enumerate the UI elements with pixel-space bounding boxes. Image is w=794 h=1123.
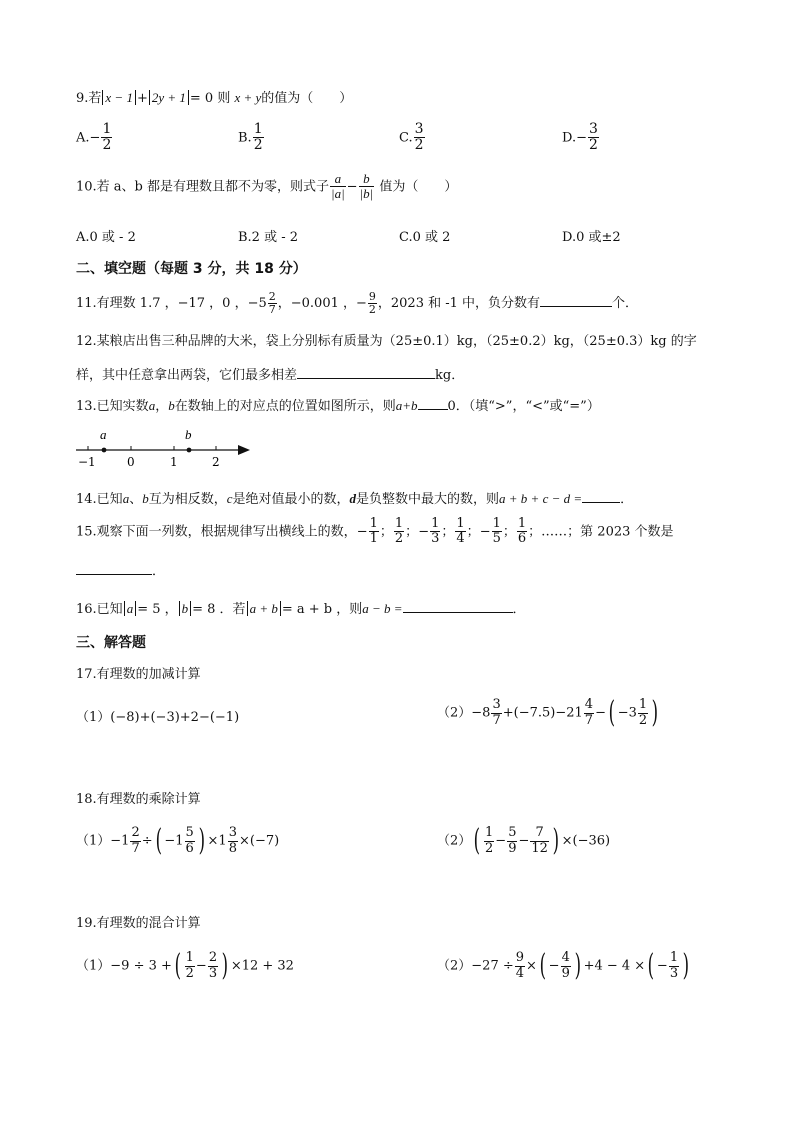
q19-p2-label: （2） (437, 958, 472, 974)
q10-fraction-b-den: |b| (359, 186, 374, 202)
q17-p2-rparen: ) (651, 695, 659, 730)
q10-suffix: 值为（ ） (379, 179, 458, 195)
q12-line2 (76, 366, 464, 382)
q19-p2-rparen1: ) (574, 948, 581, 983)
q16-prefix: 16.已知 (76, 602, 123, 617)
q17-p1-label: （1） (76, 710, 111, 725)
q14-expr: a + b + c − d = (499, 491, 583, 506)
q19-p1-a: −9 ÷ 3 + (110, 958, 172, 974)
q18-p2-f1 (484, 826, 494, 856)
q11-answer-blank[interactable] (540, 294, 612, 307)
q18-p1-rparen: ) (198, 823, 205, 858)
q9-abs2: 2y + 1 (149, 90, 189, 105)
section-2-heading: 二、填空题（每题 3 分，共 18 分） (76, 261, 307, 277)
q18-p1-a-den: 7 (131, 840, 140, 856)
q19-p1-f1-den: 2 (185, 965, 194, 981)
q17-p2-b-frac (584, 698, 594, 728)
q9-option-c-num: 3 (414, 121, 424, 137)
q11-mixed-fraction (268, 291, 277, 316)
q15-sep4: ； (466, 524, 480, 540)
q19-p2-f3 (669, 951, 679, 981)
q11-part4: 个． (612, 296, 639, 312)
q18-p2-lparen: ( (473, 823, 481, 858)
q15-term6 (517, 517, 527, 547)
q11-fraction (368, 291, 377, 316)
q15-tail: ；……；第 2023 个数是 (528, 524, 674, 540)
q18-p2-f3 (530, 826, 549, 856)
q18-p1-tail: ×(−7) (238, 833, 280, 849)
q18-p1-a-num: 2 (131, 825, 140, 841)
q18-p1-a-frac (130, 826, 140, 856)
q12-line2-suffix: kg． (435, 368, 465, 383)
q15-term5-num: 1 (492, 516, 501, 531)
q17-p2-b-den: 7 (584, 712, 594, 728)
q15-sep1: ； (379, 524, 393, 540)
q18-p1-b-frac (185, 826, 195, 856)
q16-line (76, 600, 526, 616)
q19-p1-f2-num: 2 (208, 950, 218, 966)
q15-answer-blank[interactable] (76, 562, 152, 575)
q19-p1-f2 (208, 951, 218, 981)
q17-p1-expr: (−8)+(−3)+2−(−1) (110, 710, 240, 725)
q17-p2-a-num: 3 (492, 697, 501, 713)
q13-expr: a+b (395, 398, 418, 413)
number-line-arrow-icon (238, 445, 250, 455)
q9-option-a-fraction (101, 122, 112, 154)
q15-term2-num: 1 (394, 516, 404, 531)
q17-title: 17.有理数的加减计算 (76, 667, 201, 682)
q16-p1: = 5 ， (137, 602, 178, 617)
q15-term4-den: 4 (456, 531, 465, 547)
q15-term1 (369, 517, 379, 547)
q9-option-b-fraction (253, 122, 264, 154)
q19-p1-f1 (185, 951, 195, 981)
q18-p1-a: −1 (110, 833, 130, 849)
q18-p2-tail: ×(−36) (561, 833, 611, 849)
q9-option-a (76, 122, 113, 154)
q9-option-b-den: 2 (253, 137, 263, 154)
q11-part3: ，2023 和 -1 中，负分数有 (377, 296, 541, 312)
q19-part2 (437, 948, 692, 983)
q11-part1: 11.有理数 1.7 ，−17 ，0 ，−5 (76, 296, 267, 312)
q15-term6-num: 1 (517, 516, 527, 531)
q15-term3-sign: − (418, 524, 430, 540)
q18-p2-f3-den: 12 (531, 840, 548, 856)
q9-prefix: 9.若 (76, 91, 102, 106)
q15-term5-den: 5 (492, 531, 501, 547)
q19-p2-a: −27 ÷ (471, 958, 514, 974)
q18-p2-minus1: − (495, 833, 507, 849)
q19-p1-rparen: ) (221, 948, 229, 983)
q15-term5 (492, 517, 502, 547)
q17-p2-c: − (595, 705, 606, 721)
q15-prefix: 15.观察下面一列数，根据规律写出横线上的数， (76, 524, 357, 540)
q10-prefix: 10.若 a、b 都是有理数且都不为零，则式子 (76, 179, 330, 195)
q18-p2-f1-den: 2 (485, 840, 494, 856)
q15-end: ． (152, 564, 166, 579)
q19-p2-f1-num: 9 (515, 950, 525, 966)
q19-p2-f2-den: 9 (561, 965, 570, 981)
q19-p2-f2 (561, 951, 571, 981)
q15-term1-num: 1 (369, 516, 378, 531)
q14-p4: 是负整数中最大的数，则 (356, 492, 500, 507)
q11-mixed-num: 2 (268, 290, 276, 303)
q15-sep3: ； (441, 524, 455, 540)
q13-var-a: a (148, 398, 156, 413)
q15-sep5: ； (502, 524, 516, 540)
q19-p2-f2-num: 4 (561, 950, 570, 966)
q10-fraction-a-num: a (330, 172, 346, 187)
q14-line (76, 490, 633, 506)
q19-p1-f1-num: 1 (185, 950, 194, 966)
q9-option-a-den: 2 (102, 137, 112, 154)
q10-option-c: C.0 或 2 (399, 230, 451, 245)
q19-p1-minus: − (195, 958, 207, 974)
q19-p2-f1 (515, 951, 525, 981)
q17-p2-d: −3 (617, 705, 637, 721)
q11-part2: ，−0.001 ，− (277, 296, 367, 312)
q14-p3: 是绝对值最小的数， (232, 492, 350, 507)
q9-option-d-fraction (588, 122, 599, 154)
q9-option-d-den: 2 (589, 137, 598, 154)
q17-p2-d-den: 2 (638, 712, 648, 728)
q13-number-line (70, 424, 260, 468)
q15-term6-den: 6 (517, 531, 527, 547)
q17-p2-lparen: ( (608, 695, 616, 730)
q9-option-a-num: 1 (102, 121, 112, 137)
q17-p2-a: −8 (471, 705, 491, 721)
q18-p1-b: −1 (164, 833, 184, 849)
q17-part2 (437, 695, 661, 730)
q9-option-c-fraction (414, 122, 425, 154)
tick-label-2: 2 (212, 455, 220, 468)
q18-p2-f3-num: 7 (530, 826, 549, 841)
q18-p1-div: ÷ (141, 833, 153, 849)
q9-option-d-num: 3 (589, 121, 598, 137)
q19-p1-tail: ×12 + 32 (230, 958, 294, 974)
q12-line1: 12.某粮店出售三种品牌的大米，袋上分别标有质量为（25±0.1）kg，（25±0.2）kg，（25±0.3）kg 的字 (76, 334, 697, 349)
q10-option-d: D.0 或±2 (562, 230, 621, 245)
tick-label-0: 0 (127, 455, 135, 468)
q19-p2-lparen2: ( (647, 948, 655, 983)
q19-p2-c: +4 − 4 × (583, 958, 646, 974)
q18-part1 (76, 823, 280, 858)
q15-term1-sign: − (356, 524, 368, 540)
tick-label-1: 1 (170, 455, 178, 468)
q9-option-c (399, 122, 426, 154)
q19-p2-f3-num: 1 (669, 950, 679, 966)
q9-option-a-sign: − (89, 130, 101, 146)
q14-var-b: b (142, 491, 149, 506)
q12-line2-prefix: 样，其中任意拿出两袋，它们最多相差 (76, 368, 298, 383)
q15-term3 (430, 517, 440, 547)
q19-p2-f3-den: 3 (669, 965, 679, 981)
q9-option-b-label: B. (238, 130, 252, 146)
q19-p1-f2-den: 3 (208, 965, 218, 981)
q12-answer-blank[interactable] (297, 366, 435, 379)
point-b (187, 448, 192, 453)
q18-p1-c-frac (228, 826, 238, 856)
q15-line (76, 517, 674, 547)
q14-var-d: d (349, 491, 357, 506)
q17-p2-d-num: 1 (638, 697, 648, 713)
q14-var-a: a (122, 491, 130, 506)
q15-sep2: ； (405, 524, 419, 540)
q9-option-d (562, 122, 600, 154)
q18-p1-b-num: 5 (185, 825, 194, 841)
q11-mixed-den: 7 (268, 303, 276, 317)
q16-abs-b: b (179, 601, 192, 616)
q17-p2-b: +(−7.5)−21 (502, 705, 583, 721)
q19-part1 (76, 948, 294, 983)
q9-option-a-label: A. (76, 130, 90, 146)
q18-p2-rparen: ) (552, 823, 560, 858)
q9-plus: + (136, 91, 148, 106)
q13-answer-blank[interactable] (418, 397, 448, 410)
q18-p2-f2-den: 9 (508, 840, 517, 856)
q16-p3: = a + b ，则 (281, 602, 363, 617)
q13-suffix: 0．（填“>”，“<”或“=”） (447, 399, 600, 414)
q9-eq: = 0 则 (189, 91, 231, 106)
q15-term4 (455, 517, 465, 547)
q17-p2-a-frac (491, 698, 501, 728)
point-label-b: b (185, 427, 192, 442)
q18-p1-times: ×1 (207, 833, 227, 849)
q15-line2 (76, 562, 165, 578)
q13-middle: 在数轴上的对应点的位置如图所示，则 (174, 399, 396, 414)
q19-p2-f1-den: 4 (515, 965, 525, 981)
q14-suffix: ． (620, 492, 634, 507)
q19-p2-neg1: − (548, 958, 560, 974)
q18-p1-label: （1） (76, 833, 111, 849)
q9-option-c-label: C. (399, 130, 413, 146)
q9-option-b (238, 122, 265, 154)
q13-var-b: b (168, 398, 175, 413)
q13-prefix: 13.已知实数 (76, 399, 149, 414)
q14-p1: 、 (129, 492, 143, 507)
point-label-a: a (100, 427, 107, 442)
q17-part1 (76, 711, 239, 724)
q10-option-a: A.0 或 - 2 (76, 230, 136, 245)
q17-p2-b-num: 4 (584, 697, 594, 713)
q15-term2-den: 2 (394, 531, 404, 547)
q16-p2: = 8 ．若 (192, 602, 246, 617)
q10-minus: − (346, 179, 358, 195)
q14-answer-blank[interactable] (582, 490, 620, 503)
q14-var-c: c (226, 491, 233, 506)
q10-fraction-b-num: b (359, 172, 375, 187)
q17-p2-label: （2） (437, 705, 472, 721)
q19-title: 19.有理数的混合计算 (76, 916, 201, 931)
q16-answer-blank[interactable] (403, 600, 513, 613)
q16-expr: a − b = (362, 601, 403, 616)
q15-term3-den: 3 (431, 531, 440, 547)
q10-fraction-b (359, 172, 375, 202)
q9-abs1: x − 1 (102, 90, 136, 105)
section-3-heading: 三、解答题 (76, 635, 146, 651)
q19-p2-neg2: − (656, 958, 668, 974)
q11-line (76, 291, 638, 316)
q9-option-b-num: 1 (253, 121, 263, 137)
q15-term2 (394, 517, 404, 547)
q19-p1-label: （1） (76, 958, 111, 974)
q9-stem (76, 91, 352, 105)
point-a (102, 448, 107, 453)
q9-expr: x + y (234, 90, 262, 105)
q13-line (76, 397, 600, 413)
q18-part2 (437, 823, 611, 858)
q15-term1-den: 1 (369, 531, 378, 547)
q19-p1-lparen: ( (174, 948, 181, 983)
q15-term4-num: 1 (456, 516, 465, 531)
q18-p1-c-num: 3 (228, 825, 237, 841)
q9-suffix: 的值为（ ） (261, 91, 353, 106)
q10-fraction-a-den: |a| (331, 186, 345, 202)
q9-option-d-label: D. (562, 130, 577, 146)
q14-prefix: 14.已知 (76, 492, 123, 507)
q18-title: 18.有理数的乘除计算 (76, 792, 201, 807)
q15-term5-sign: − (479, 524, 491, 540)
q16-abs-ab: a + b (247, 601, 281, 616)
q19-p2-b: × (526, 958, 537, 974)
q19-p2-rparen2: ) (682, 948, 690, 983)
q15-term3-num: 1 (431, 516, 440, 531)
q18-p2-f1-num: 1 (485, 825, 494, 841)
q9-option-c-den: 2 (414, 137, 424, 154)
q18-p2-minus2: − (518, 833, 530, 849)
q9-option-d-sign: − (576, 130, 587, 146)
q18-p2-f2-num: 5 (508, 825, 517, 841)
q18-p2-f2 (507, 826, 517, 856)
q14-p2: 互为相反数， (148, 492, 227, 507)
q18-p1-b-den: 6 (185, 840, 194, 856)
q18-p1-c-den: 8 (228, 840, 237, 856)
q18-p1-lparen: ( (155, 823, 162, 858)
q17-p2-a-den: 7 (492, 712, 501, 728)
q10-option-b: B.2 或 - 2 (238, 230, 299, 245)
q11-fraction-den: 2 (368, 303, 376, 317)
tick-label-neg1: −1 (78, 455, 96, 468)
q10-fraction-a (330, 172, 346, 202)
q18-p2-label: （2） (437, 833, 472, 849)
q19-p2-lparen1: ( (539, 948, 547, 983)
q17-p2-d-frac (638, 698, 648, 728)
q16-abs-a: a (124, 601, 137, 616)
q11-fraction-num: 9 (368, 290, 376, 303)
q13-comma: ， (155, 399, 169, 414)
q16-suffix: ． (512, 602, 526, 617)
q10-stem (76, 172, 457, 202)
